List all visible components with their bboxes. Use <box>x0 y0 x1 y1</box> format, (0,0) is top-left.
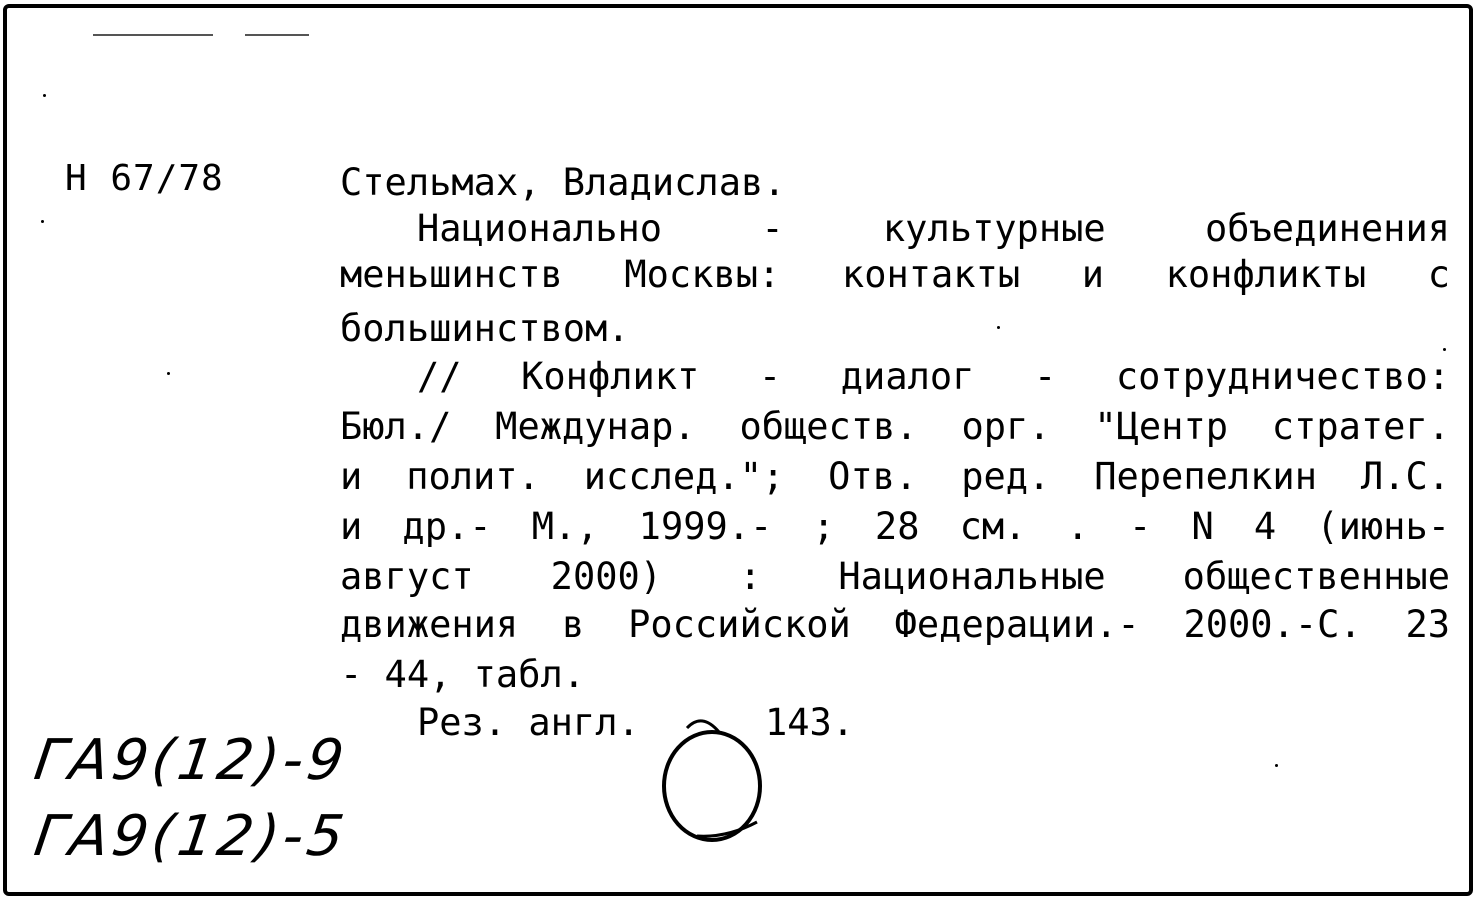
page-count: 143. <box>765 701 855 744</box>
call-number: Н 67/78 <box>65 158 224 199</box>
handwritten-classification: ГА9(12)-5 <box>30 804 352 869</box>
scan-artifact <box>41 220 44 223</box>
scan-artifact <box>245 34 309 36</box>
title-line: большинством. <box>340 307 630 350</box>
scan-artifact <box>93 34 213 36</box>
source-line: и др.- М., 1999.- ; 28 см. . - N 4 (июнь- <box>340 505 1450 548</box>
title-line: меньшинств Москвы: контакты и конфликты с <box>340 253 1450 296</box>
scan-artifact <box>167 372 170 375</box>
source-line: и полит. исслед."; Отв. ред. Перепелкин Л.С. <box>340 455 1450 498</box>
author-line: Стельмах, Владислав. <box>340 161 786 204</box>
handwritten-classification: ГА9(12)-9 <box>30 728 352 793</box>
source-line: - 44, табл. <box>340 653 586 696</box>
catalog-card <box>3 4 1473 896</box>
scan-artifact <box>1275 764 1278 767</box>
source-line: Бюл./ Междунар. обществ. орг. "Центр стратег. <box>340 405 1450 448</box>
source-line: движения в Российской Федерации.- 2000.-С. 23 <box>340 603 1450 646</box>
title-line: Национально - культурные объединения <box>417 207 1450 250</box>
source-line: август 2000) : Национальные общественные <box>340 555 1450 598</box>
scan-artifact <box>43 94 46 97</box>
source-line: // Конфликт - диалог - сотрудничество: <box>417 355 1450 398</box>
library-stamp <box>647 698 777 848</box>
summary-note: Рез. англ. <box>417 701 640 744</box>
